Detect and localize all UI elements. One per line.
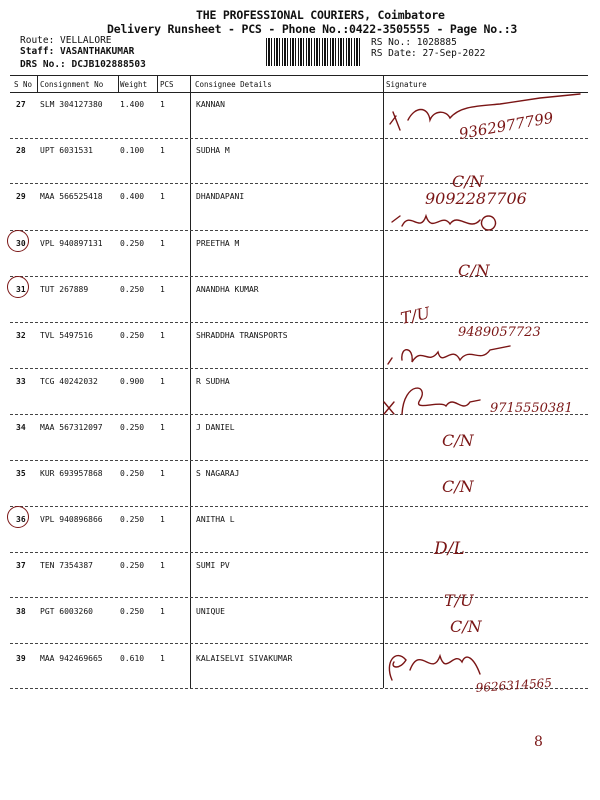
row-consignment: VPL 940896866 <box>40 515 103 524</box>
row-serial: 39 <box>16 654 26 663</box>
signature-stroke <box>388 346 510 364</box>
company-title: THE PROFESSIONAL COURIERS, Coimbatore <box>196 8 445 22</box>
row-consignee: DHANDAPANI <box>196 192 245 201</box>
col-signature: Signature <box>386 80 427 89</box>
row-serial: 31 <box>16 285 26 294</box>
col-weight: Weight <box>120 80 148 89</box>
col-sno: S No <box>14 80 33 89</box>
row-pcs: 1 <box>160 239 165 248</box>
barcode <box>266 38 360 66</box>
row-serial: 27 <box>16 100 26 109</box>
row-consignee: ANITHA L <box>196 515 235 524</box>
handwritten-phone: 9626314565 <box>475 675 553 695</box>
col-divider <box>157 75 158 93</box>
row-consignee: UNIQUE <box>196 607 225 616</box>
row-pcs: 1 <box>160 515 165 524</box>
row-pcs: 1 <box>160 469 165 478</box>
row-consignment: SLM 304127380 <box>40 100 103 109</box>
handwritten-cn: C/N <box>452 172 484 191</box>
row-consignee: ANANDHA KUMAR <box>196 285 259 294</box>
handwritten-phone: 9092287706 <box>425 189 527 208</box>
row-weight: 0.250 <box>120 561 145 570</box>
row-consignee: J DANIEL <box>196 423 235 432</box>
handwritten-dl: D/L <box>434 539 465 559</box>
rs-date: RS Date: 27-Sep-2022 <box>371 48 486 59</box>
signature-annotations <box>380 84 590 695</box>
row-serial: 37 <box>16 561 26 570</box>
rs-number: RS No.: 1028885 <box>371 37 457 48</box>
col-divider <box>118 75 119 93</box>
route-label: Route: VELLALORE <box>20 35 112 46</box>
signature-stroke <box>384 388 480 414</box>
row-serial: 34 <box>16 423 26 432</box>
row-consignee: SUMI PV <box>196 561 230 570</box>
row-weight: 0.250 <box>120 469 145 478</box>
row-weight: 0.250 <box>120 423 145 432</box>
row-weight: 0.400 <box>120 192 145 201</box>
handwritten-cn: C/N <box>442 431 474 450</box>
row-serial: 29 <box>16 192 26 201</box>
row-consignment: MAA 567312097 <box>40 423 103 432</box>
handwritten-cn: C/N <box>458 261 490 280</box>
row-consignment: MAA 942469665 <box>40 654 103 663</box>
signature-stroke <box>392 216 496 230</box>
row-pcs: 1 <box>160 423 165 432</box>
row-pcs: 1 <box>160 285 165 294</box>
row-pcs: 1 <box>160 192 165 201</box>
row-pcs: 1 <box>160 331 165 340</box>
staff-label: Staff: VASANTHAKUMAR <box>20 46 135 57</box>
row-weight: 0.610 <box>120 654 145 663</box>
handwritten-tu: T/U <box>444 591 474 610</box>
row-pcs: 1 <box>160 146 165 155</box>
row-consignee: KALAISELVI SIVAKUMAR <box>196 654 293 663</box>
row-consignment: MAA 566525418 <box>40 192 103 201</box>
handwritten-page-mark: 8 <box>534 734 543 750</box>
row-consignee: KANNAN <box>196 100 225 109</box>
col-divider <box>37 75 38 93</box>
row-consignment: TCG 40242032 <box>40 377 98 386</box>
row-consignee: R SUDHA <box>196 377 230 386</box>
row-weight: 0.250 <box>120 331 145 340</box>
row-weight: 0.250 <box>120 285 145 294</box>
row-serial: 33 <box>16 377 26 386</box>
row-weight: 0.250 <box>120 515 145 524</box>
row-serial: 28 <box>16 146 26 155</box>
handwritten-phone: 9715550381 <box>490 401 573 416</box>
handwritten-cn: C/N <box>450 617 482 636</box>
row-pcs: 1 <box>160 377 165 386</box>
col-pcs: PCS <box>160 80 174 89</box>
row-pcs: 1 <box>160 100 165 109</box>
row-pcs: 1 <box>160 654 165 663</box>
row-pcs: 1 <box>160 607 165 616</box>
row-weight: 0.250 <box>120 607 145 616</box>
row-serial: 32 <box>16 331 26 340</box>
row-serial: 35 <box>16 469 26 478</box>
row-serial: 30 <box>16 239 26 248</box>
runsheet-subtitle: Delivery Runsheet - PCS - Phone No.:0422-3505555 - Page No.:3 <box>107 22 518 36</box>
row-consignment: TVL 5497516 <box>40 331 93 340</box>
col-consignee: Consignee Details <box>195 80 272 89</box>
col-consignment: Consignment No <box>40 80 104 89</box>
row-weight: 1.400 <box>120 100 145 109</box>
row-consignee: SUDHA M <box>196 146 230 155</box>
handwritten-tu: T/U <box>398 303 432 328</box>
row-consignment: TUT 267889 <box>40 285 89 294</box>
signature-stroke <box>389 656 480 680</box>
row-weight: 0.900 <box>120 377 145 386</box>
row-consignment: KUR 693957868 <box>40 469 103 478</box>
handwritten-phone: 9489057723 <box>458 325 541 340</box>
drs-number: DRS No.: DCJB102888503 <box>20 59 146 70</box>
row-serial: 38 <box>16 607 26 616</box>
row-weight: 0.250 <box>120 239 145 248</box>
row-consignment: UPT 6031531 <box>40 146 93 155</box>
row-consignment: PGT 6003260 <box>40 607 93 616</box>
row-consignment: TEN 7354387 <box>40 561 93 570</box>
row-consignee: SHRADDHA TRANSPORTS <box>196 331 288 340</box>
row-consignee: PREETHA M <box>196 239 240 248</box>
row-consignment: VPL 940897131 <box>40 239 103 248</box>
row-consignee: S NAGARAJ <box>196 469 240 478</box>
handwritten-phone: 9362977799 <box>457 108 555 143</box>
row-weight: 0.100 <box>120 146 145 155</box>
row-serial: 36 <box>16 515 26 524</box>
handwritten-cn: C/N <box>442 477 474 496</box>
row-pcs: 1 <box>160 561 165 570</box>
